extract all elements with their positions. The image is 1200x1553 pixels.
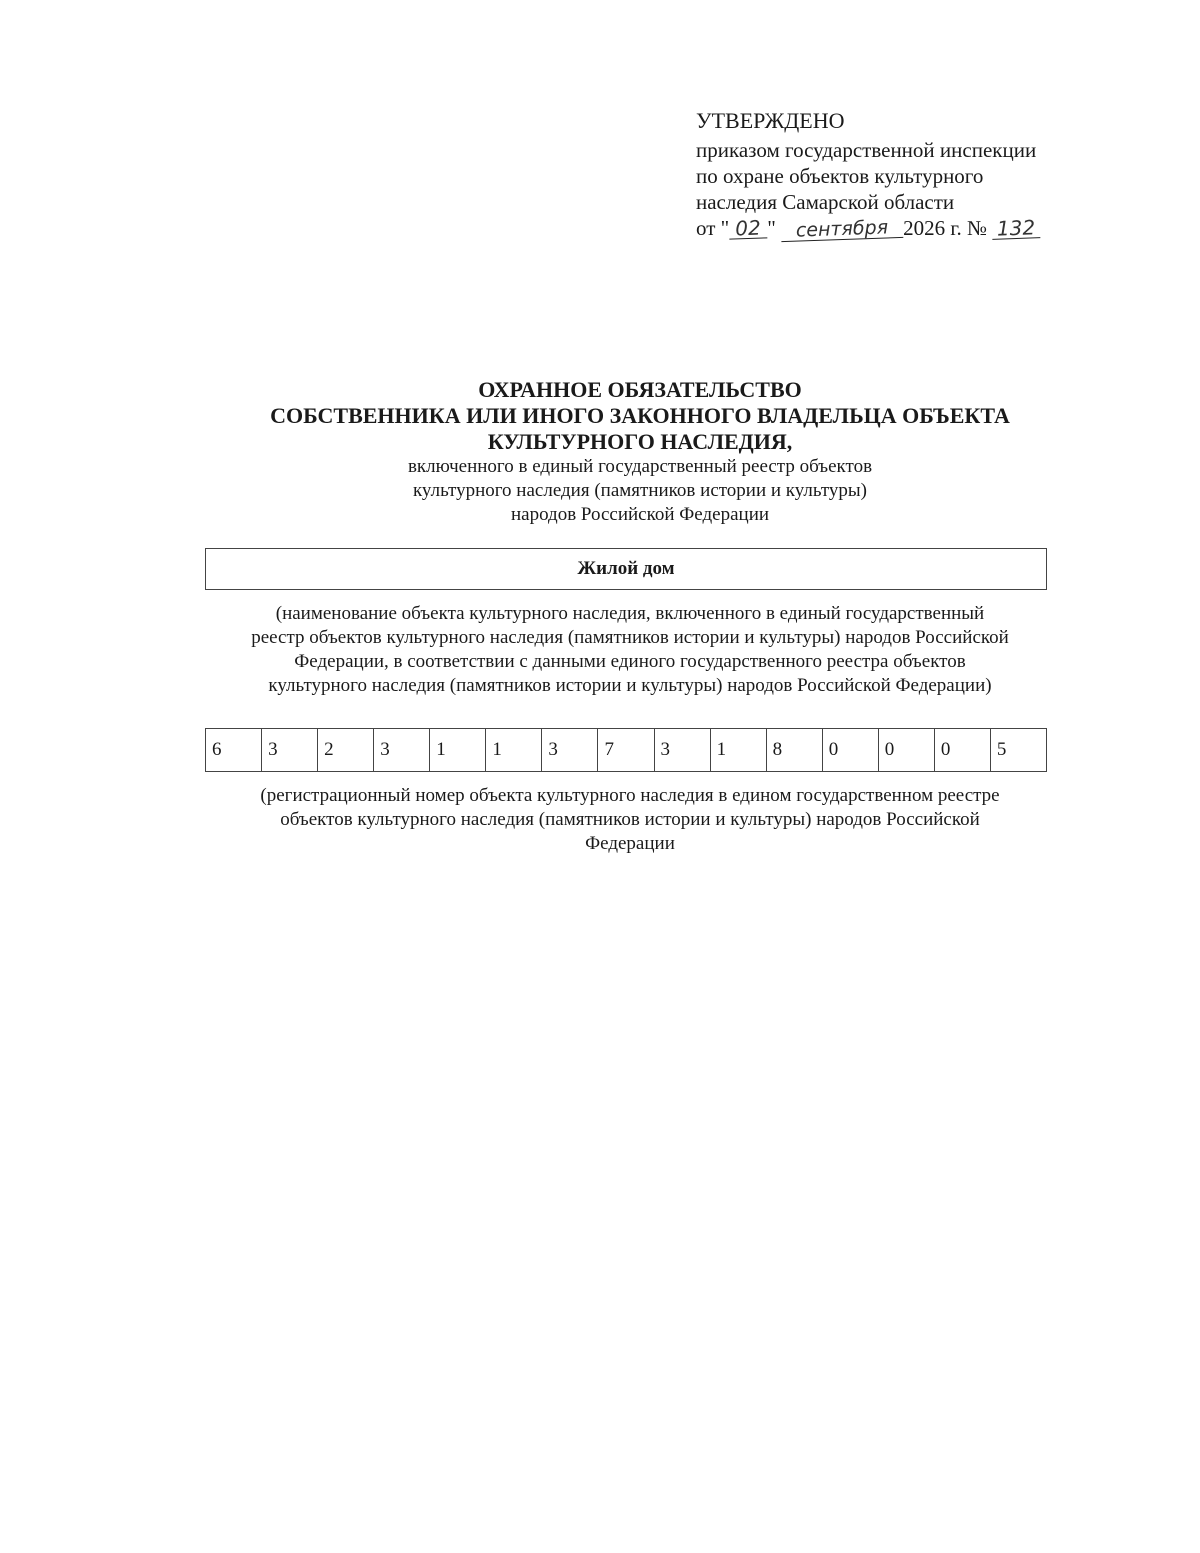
handwritten-order-number: 132 [992,217,1041,240]
registration-digit: 3 [654,729,710,772]
object-name-value: Жилой дом [577,558,675,579]
registration-digit: 6 [206,729,262,772]
handwritten-day: 02 [729,217,768,239]
approval-line: по охране объектов культурного [696,164,984,188]
registration-digit: 7 [598,729,654,772]
object-name-caption [200,602,1060,698]
registration-digit: 5 [990,729,1046,772]
registration-number-row [206,729,1047,772]
registration-number-grid [205,728,1047,772]
date-prefix: от " [696,216,730,240]
registration-digit: 0 [934,729,990,772]
caption-line: Федерации, в соответствии с данными единого государственного реестра объектов [294,651,966,672]
registration-digit: 0 [878,729,934,772]
object-name-field [205,548,1047,590]
approval-line: приказом государственной инспекции [696,138,1037,162]
approval-stamp-block [696,108,1136,241]
caption-line: (регистрационный номер объекта культурного наследия в едином государственном реестре [260,785,1000,806]
caption-line: объектов культурного наследия (памятников истории и культуры) народов Российской [280,809,980,830]
document-subtitle: народов Российской Федерации [510,504,770,525]
document-title: СОБСТВЕННИКА ИЛИ ИНОГО ЗАКОННОГО ВЛАДЕЛЬЦА ОБЪЕКТА [270,403,1010,428]
approval-heading: УТВЕРЖДЕНО [696,108,845,133]
registration-digit: 0 [822,729,878,772]
caption-line: Федерации [585,833,675,854]
registration-digit: 3 [262,729,318,772]
document-title-block [160,377,1120,527]
document-title: КУЛЬТУРНОГО НАСЛЕДИЯ, [487,429,793,454]
caption-line: (наименование объекта культурного наследия, включенного в единый государственный [275,603,985,624]
approval-line: наследия Самарской области [696,190,955,214]
registration-digit: 1 [710,729,766,772]
registration-digit: 8 [766,729,822,772]
registration-digit: 3 [374,729,430,772]
caption-line: реестр объектов культурного наследия (памятников истории и культуры) народов Российской [251,627,1009,648]
approval-date-line [696,215,1136,241]
date-year: 2026 г. № [903,216,988,240]
document-title: ОХРАННОЕ ОБЯЗАТЕЛЬСТВО [478,377,802,402]
document-subtitle: включенного в единый государственный реестр объектов [407,456,873,477]
registration-number-caption [200,784,1060,856]
handwritten-month: сентября [781,217,904,242]
caption-line: культурного наследия (памятников истории и культуры) народов Российской Федерации) [268,675,992,696]
registration-digit: 1 [486,729,542,772]
document-subtitle: культурного наследия (памятников истории и культуры) [412,480,868,501]
registration-digit: 1 [430,729,486,772]
date-quote-close: " [767,216,776,240]
registration-digit: 2 [318,729,374,772]
registration-digit: 3 [542,729,598,772]
